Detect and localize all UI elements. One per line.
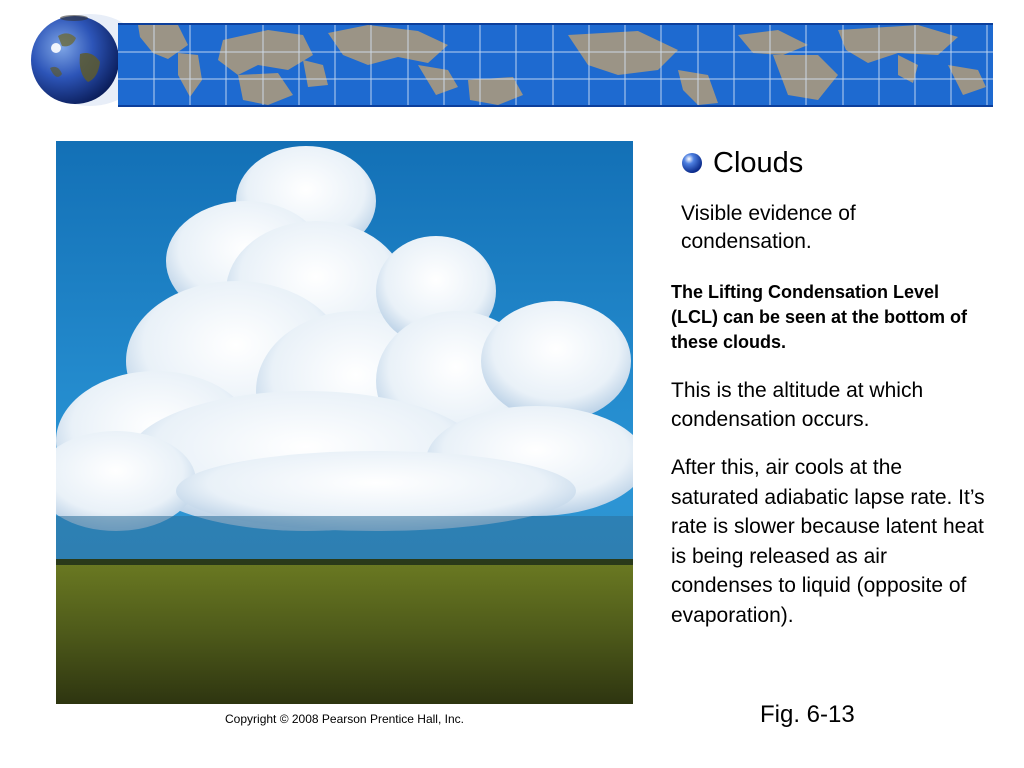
copyright-text: Copyright © 2008 Pearson Prentice Hall, Inc. <box>225 712 464 726</box>
subtitle-text: Visible evidence of condensation. <box>681 202 856 253</box>
world-map-banner <box>118 23 993 107</box>
lcl-bold-text: The Lifting Condensation Level (LCL) can be seen at the bottom of these clouds. <box>671 282 968 352</box>
bullet-title: Clouds <box>713 147 804 179</box>
lapse-rate-text: After this, air cools at the saturated adiabatic lapse rate. It’s rate is slower because latent heat is being released as air condenses to liquid (opposite of evaporation). <box>671 456 985 627</box>
figure-label: Fig. 6-13 <box>760 701 855 728</box>
altitude-text: This is the altitude at which condensation occurs. <box>671 379 924 431</box>
blue-sphere-bullet-icon <box>681 152 703 174</box>
cumulus-cloud-photo <box>56 141 633 704</box>
bullet-heading <box>681 146 803 180</box>
